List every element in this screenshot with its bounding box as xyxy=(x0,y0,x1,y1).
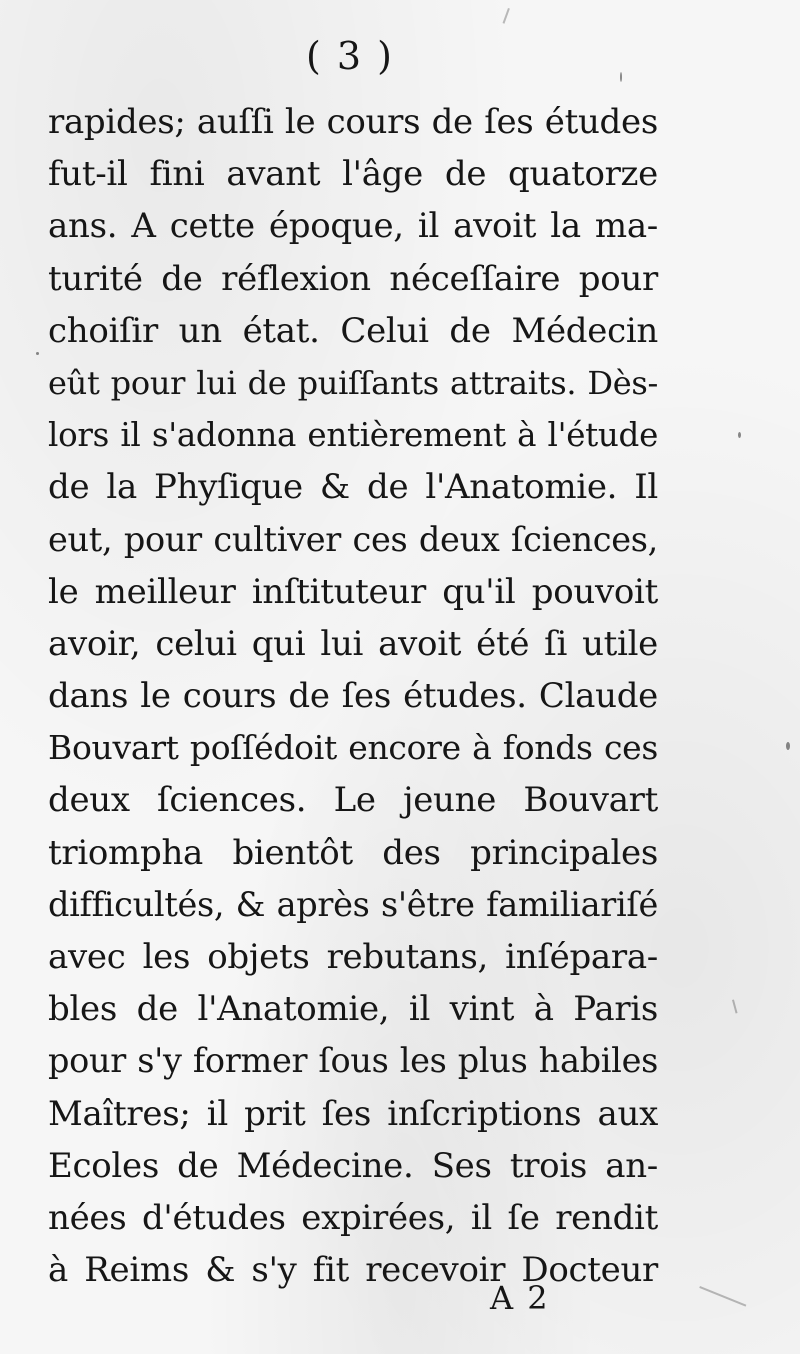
text-line: deux ſciences. Le jeune Bouvart xyxy=(48,780,658,821)
text-line: choiſir un état. Celui de Médecin xyxy=(48,310,658,351)
text-line: avec les objets rebutans, inſépara- xyxy=(48,937,658,977)
text-line: de la Phyſique & de l'Anatomie. Il xyxy=(48,467,658,508)
text-line: eût pour lui de puiſſants attraits. Dès- xyxy=(48,363,658,402)
text-line: à Reims & s'y fit recevoir Docteur xyxy=(48,1250,658,1291)
text-line: nées d'études expirées, il ſe rendit xyxy=(48,1197,658,1238)
text-line: rapides; auſſi le cours de ſes études xyxy=(48,102,658,142)
text-line: bles de l'Anatomie, il vint à Paris xyxy=(48,989,658,1030)
page-number: ( 3 ) xyxy=(306,34,394,78)
paper-speck xyxy=(738,432,741,438)
text-line: dans le cours de ſes études. Claude xyxy=(48,676,658,717)
text-line: Bouvart poſſédoit encore à fonds ces xyxy=(48,728,658,768)
text-line: triompha bientôt des principales xyxy=(48,832,658,873)
paper-scratch xyxy=(699,1286,746,1307)
text-line: le meilleur inſtituteur qu'il pouvoit xyxy=(48,571,658,612)
text-line: pour s'y former ſous les plus habiles xyxy=(48,1041,658,1081)
text-line: eut, pour cultiver ces deux ſciences, xyxy=(48,519,658,559)
body-text xyxy=(48,96,658,1296)
text-line: fut-il fini avant l'âge de quatorze xyxy=(48,154,658,195)
paper-scratch xyxy=(503,8,510,24)
text-line: difficultés, & après s'être familiariſé xyxy=(48,884,658,924)
paper-speck xyxy=(786,742,790,750)
text-line: turité de réflexion néceſſaire pour xyxy=(48,258,658,299)
text-line: Ecoles de Médecine. Ses trois an- xyxy=(48,1145,658,1186)
signature-mark: A 2 xyxy=(490,1279,550,1317)
text-line: Maîtres; il prit ſes inſcriptions aux xyxy=(48,1093,658,1134)
text-line: ans. A cette époque, il avoit la ma- xyxy=(48,206,658,247)
paper-speck xyxy=(620,72,622,82)
paper-scratch xyxy=(732,999,738,1013)
text-line: lors il s'adonna entièrement à l'étude xyxy=(48,416,658,455)
text-line: avoir, celui qui lui avoit été ſi utile xyxy=(48,623,658,664)
paper-speck xyxy=(36,352,39,355)
